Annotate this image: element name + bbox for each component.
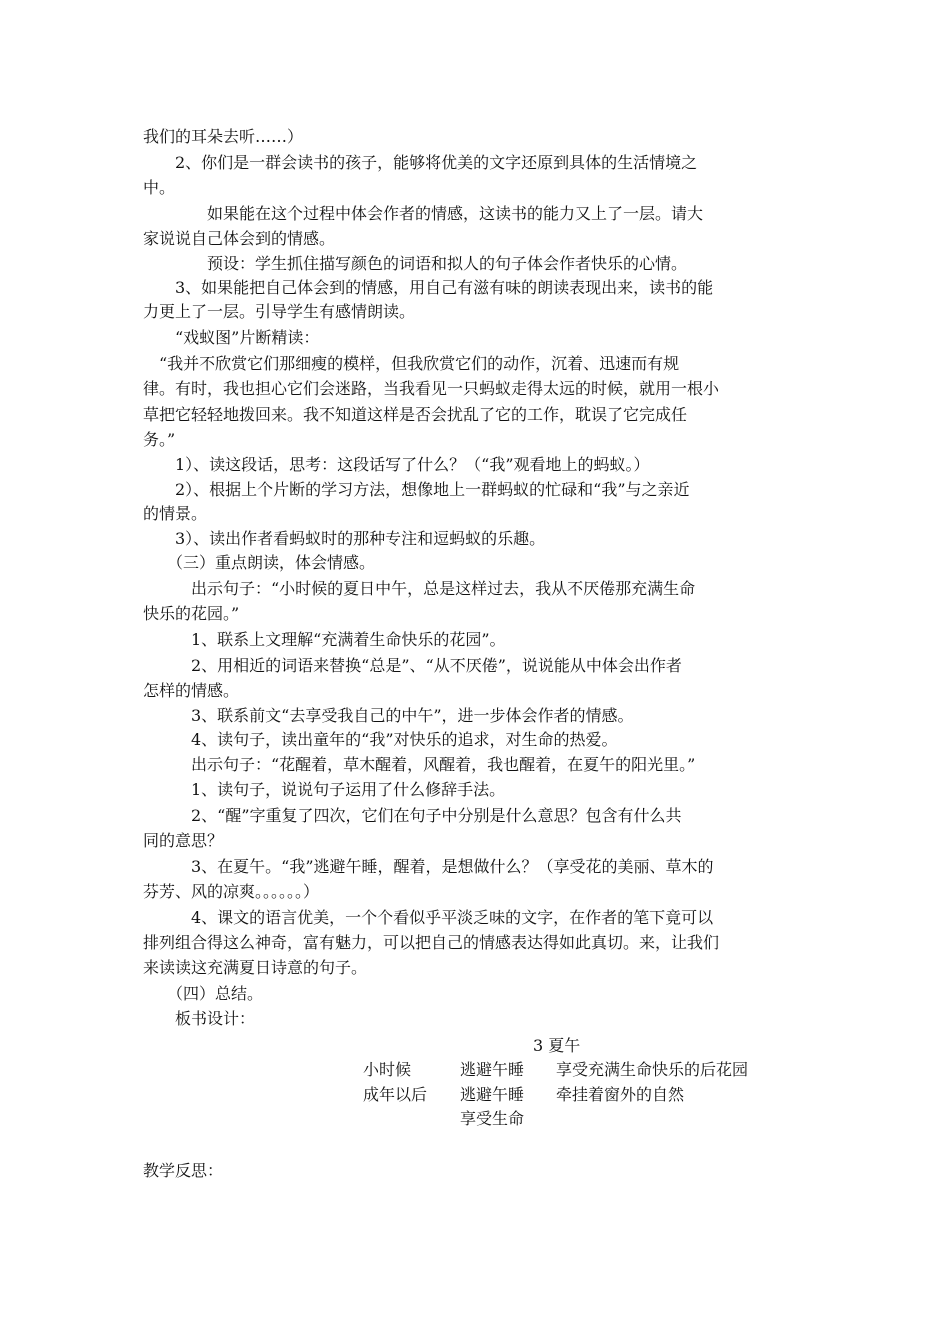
text-line: 3、在夏午。“我”逃避午睡，醒着，是想做什么？（享受花的美丽、草木的 bbox=[143, 857, 714, 876]
text-line: 来读读这充满夏日诗意的句子。 bbox=[143, 958, 368, 977]
reflection-heading: 教学反思： bbox=[143, 1161, 224, 1180]
board-cell: 牵挂着窗外的自然 bbox=[556, 1085, 685, 1104]
text-line: 草把它轻轻地拨回来。我不知道这样是否会扰乱了它的工作，耽误了它完成任 bbox=[143, 405, 688, 424]
text-line: 1、联系上文理解“充满着生命快乐的花园”。 bbox=[143, 630, 506, 649]
text-line: 出示句子：“花醒着，草木醒着，风醒着，我也醒着，在夏午的阳光里。” bbox=[143, 755, 696, 774]
text-line: 预设：学生抓住描写颜色的词语和拟人的句子体会作者快乐的心情。 bbox=[143, 254, 688, 273]
text-line: 排列组合得这么神奇，富有魅力，可以把自己的情感表达得如此真切。来，让我们 bbox=[143, 933, 720, 952]
board-cell: 逃避午睡 bbox=[460, 1085, 525, 1104]
text-line: 3）、读出作者看蚂蚁时的那种专注和逗蚂蚁的乐趣。 bbox=[143, 529, 546, 548]
board-cell: 逃避午睡 bbox=[460, 1060, 525, 1079]
text-line: 快乐的花园。” bbox=[143, 604, 240, 623]
text-line: 芬芳、风的凉爽。。。。。。） bbox=[143, 882, 320, 901]
text-line: 的情景。 bbox=[143, 504, 208, 523]
board-title: 3 夏午 bbox=[533, 1036, 581, 1055]
text-line: 同的意思？ bbox=[143, 831, 224, 850]
text-line: “戏蚁图”片断精读： bbox=[143, 328, 320, 347]
text-line: 中。 bbox=[143, 178, 176, 197]
text-line: 律。有时，我也担心它们会迷路，当我看见一只蚂蚁走得太远的时候，就用一根小 bbox=[143, 379, 720, 398]
board-cell: 享受生命 bbox=[460, 1109, 525, 1128]
text-line: 务。” bbox=[143, 430, 176, 449]
board-cell: 享受充满生命快乐的后花园 bbox=[556, 1060, 749, 1079]
text-line: 2、你们是一群会读书的孩子，能够将优美的文字还原到具体的生活情境之 bbox=[143, 153, 698, 172]
text-line: 4、读句子，读出童年的“我”对快乐的追求，对生命的热爱。 bbox=[143, 730, 618, 749]
text-line: 2）、根据上个片断的学习方法，想像地上一群蚂蚁的忙碌和“我”与之亲近 bbox=[143, 480, 690, 499]
text-line: 力更上了一层。引导学生有感情朗读。 bbox=[143, 302, 416, 321]
text-line: 2、“醒”字重复了四次，它们在句子中分别是什么意思？包含有什么共 bbox=[143, 806, 682, 825]
text-line: 3、联系前文“去享受我自己的中午”，进一步体会作者的情感。 bbox=[143, 706, 634, 725]
text-line: 1、读句子，说说句子运用了什么修辞手法。 bbox=[143, 780, 506, 799]
text-line: （四）总结。 bbox=[143, 984, 264, 1003]
text-line: 家说说自己体会到的情感。 bbox=[143, 229, 336, 248]
text-line: 板书设计： bbox=[143, 1009, 256, 1028]
text-line: 1）、读这段话，思考：这段话写了什么？（“我”观看地上的蚂蚁。） bbox=[143, 455, 650, 474]
text-line: 3、如果能把自己体会到的情感，用自己有滋有味的朗读表现出来，读书的能 bbox=[143, 278, 714, 297]
text-line: 4、课文的语言优美，一个个看似乎平淡乏味的文字，在作者的笔下竟可以 bbox=[143, 908, 714, 927]
text-line: 出示句子：“小时候的夏日中午，总是这样过去，我从不厌倦那充满生命 bbox=[143, 579, 696, 598]
text-line: 如果能在这个过程中体会作者的情感，这读书的能力又上了一层。请大 bbox=[143, 204, 704, 223]
board-cell: 小时候 bbox=[363, 1060, 412, 1079]
text-line: 2、用相近的词语来替换“总是”、“从不厌倦”，说说能从中体会出作者 bbox=[143, 656, 682, 675]
board-cell: 成年以后 bbox=[363, 1085, 428, 1104]
text-line: （三）重点朗读，体会情感。 bbox=[143, 553, 376, 572]
text-line: 我们的耳朵去听……） bbox=[143, 127, 304, 146]
text-line: “我并不欣赏它们那细瘦的模样，但我欣赏它们的动作，沉着、迅速而有规 bbox=[143, 354, 680, 373]
text-line: 怎样的情感。 bbox=[143, 681, 240, 700]
